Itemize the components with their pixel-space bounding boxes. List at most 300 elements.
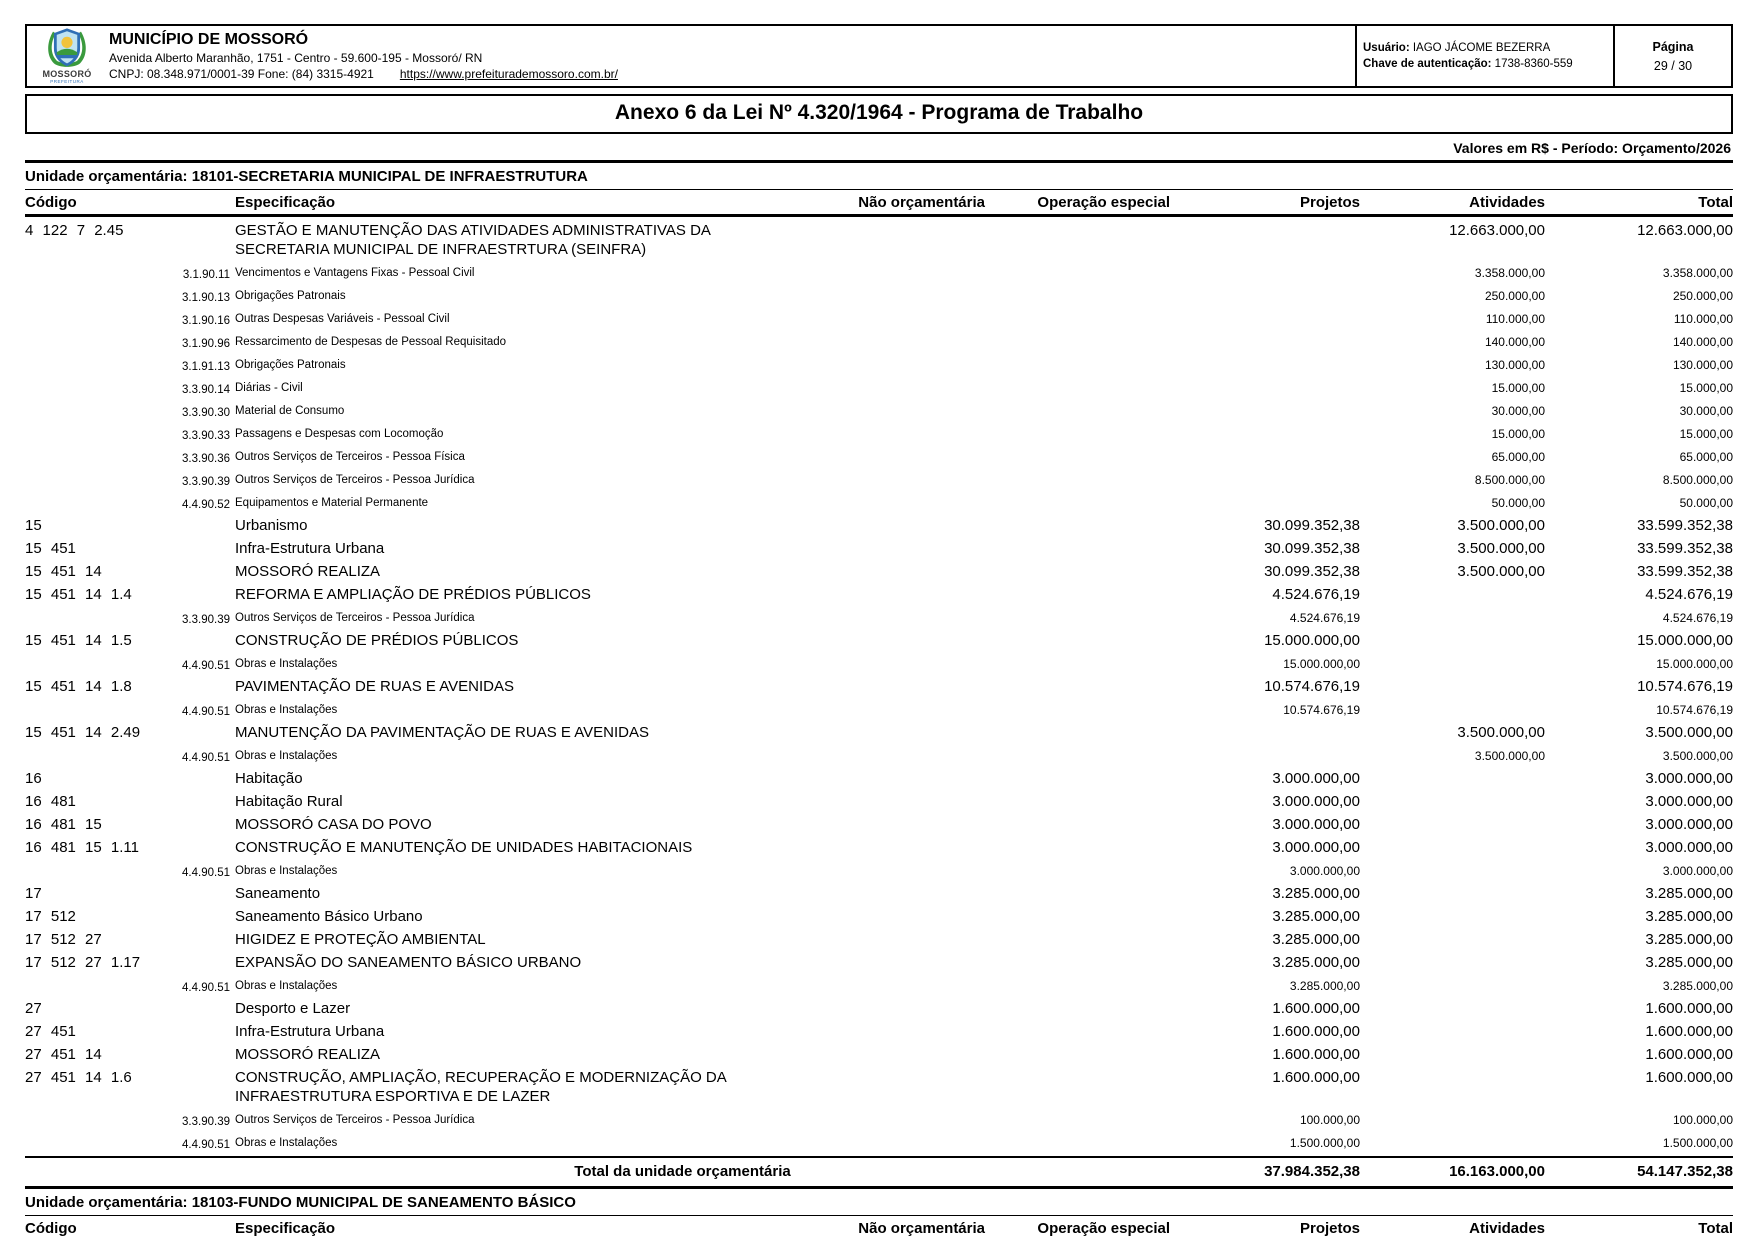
table-row: [25, 813, 1733, 836]
row-code: 15: [25, 517, 42, 534]
unit-total-label: Total da unidade orçamentária: [574, 1163, 791, 1180]
row-operacao-especial: [985, 585, 1170, 604]
row-operacao-especial: [985, 358, 1170, 372]
row-code: 17: [25, 885, 42, 902]
row-total: 140.000,00: [1672, 334, 1733, 349]
row-projetos: [1170, 312, 1360, 326]
row-code: 16: [25, 770, 42, 787]
page-label: Página: [1652, 39, 1694, 54]
table-row: [25, 859, 1733, 882]
row-projetos: 3.285.000,00: [1272, 931, 1360, 948]
row-code: 15 451 14 1.8: [25, 678, 132, 695]
row-code: 15 451 14 1.5: [25, 632, 132, 649]
row-nao-orcamentaria: [810, 930, 985, 949]
row-projetos: [1170, 266, 1360, 280]
row-atividades: 65.000,00: [1491, 449, 1545, 464]
row-atividades: [1360, 1022, 1545, 1041]
column-header: Operação especial: [1037, 194, 1170, 211]
row-operacao-especial: [985, 266, 1170, 280]
row-atividades: 3.500.000,00: [1457, 540, 1545, 557]
row-total: 3.285.000,00: [1645, 885, 1733, 902]
table-row: [25, 307, 1733, 330]
user-value: IAGO JÁCOME BEZERRA: [1412, 42, 1551, 54]
row-specification: Saneamento Básico Urbano: [235, 908, 423, 925]
row-atividades: 30.000,00: [1491, 403, 1545, 418]
row-code: 16 481: [25, 793, 76, 810]
row-operacao-especial: [985, 953, 1170, 972]
row-nao-orcamentaria: [810, 999, 985, 1018]
row-specification: Obras e Instalações: [235, 1136, 338, 1149]
row-operacao-especial: [985, 769, 1170, 788]
row-specification: Vencimentos e Vantagens Fixas - Pessoal Civil: [235, 266, 475, 279]
row-atividades: 8.500.000,00: [1474, 472, 1545, 487]
row-code: 15 451 14: [25, 563, 102, 580]
row-total: 3.000.000,00: [1645, 793, 1733, 810]
row-specification: REFORMA E AMPLIAÇÃO DE PRÉDIOS PÚBLICOS: [235, 586, 591, 603]
row-nao-orcamentaria: [810, 381, 985, 395]
table-row: [25, 468, 1733, 491]
row-specification: MOSSORÓ CASA DO POVO: [235, 816, 432, 833]
row-operacao-especial: [985, 631, 1170, 650]
row-atividades: 3.500.000,00: [1457, 517, 1545, 534]
row-total: 33.599.352,38: [1637, 517, 1733, 534]
row-projetos: 15.000.000,00: [1264, 632, 1360, 649]
row-nao-orcamentaria: [810, 1136, 985, 1150]
row-projetos: [1170, 473, 1360, 487]
row-code: 3.3.90.33: [182, 429, 230, 442]
row-projetos: 100.000,00: [1299, 1112, 1360, 1127]
row-nao-orcamentaria: [810, 427, 985, 441]
row-atividades: [1360, 792, 1545, 811]
org-cnpj-line: [109, 67, 618, 81]
row-total: 12.663.000,00: [1637, 222, 1733, 239]
table-row: [25, 744, 1733, 767]
row-specification: MOSSORÓ REALIZA: [235, 563, 381, 580]
row-projetos: [1170, 335, 1360, 349]
row-total: 4.524.676,19: [1662, 610, 1733, 625]
row-specification: Passagens e Despesas com Locomoção: [235, 427, 444, 440]
row-projetos: 10.574.676,19: [1283, 702, 1360, 717]
row-atividades: [1360, 611, 1545, 625]
row-total: 3.285.000,00: [1645, 954, 1733, 971]
row-atividades: [1360, 815, 1545, 834]
row-nao-orcamentaria: [810, 404, 985, 418]
column-header: Especificação: [235, 194, 336, 211]
row-operacao-especial: [985, 677, 1170, 696]
row-projetos: 15.000.000,00: [1283, 656, 1360, 671]
column-header: Não orçamentária: [858, 1220, 985, 1237]
row-specification: Obras e Instalações: [235, 749, 338, 762]
table-row: [25, 376, 1733, 399]
report-header: [25, 24, 1733, 88]
row-total: 3.500.000,00: [1645, 724, 1733, 741]
row-operacao-especial: [985, 381, 1170, 395]
row-code: 3.3.90.39: [182, 1115, 230, 1128]
row-atividades: [1360, 930, 1545, 949]
row-code: 4.4.90.51: [182, 981, 230, 994]
row-specification: CONSTRUÇÃO DE PRÉDIOS PÚBLICOS: [235, 632, 519, 649]
row-nao-orcamentaria: [810, 585, 985, 604]
row-projetos: 4.524.676,19: [1272, 586, 1360, 603]
unit-total-atividades: 16.163.000,00: [1449, 1163, 1545, 1180]
row-atividades: [1360, 953, 1545, 972]
row-atividades: 110.000,00: [1485, 311, 1545, 326]
table-row: [25, 1043, 1733, 1066]
row-specification: Saneamento: [235, 885, 321, 902]
column-header: Atividades: [1469, 1220, 1545, 1237]
table-row: [25, 721, 1733, 744]
row-atividades: 15.000,00: [1491, 426, 1545, 441]
row-projetos: [1170, 358, 1360, 372]
row-total: 130.000,00: [1672, 357, 1733, 372]
row-specification: HIGIDEZ E PROTEÇÃO AMBIENTAL: [235, 931, 486, 948]
row-projetos: [1170, 404, 1360, 418]
row-specification: Infra-Estrutura Urbana: [235, 1023, 385, 1040]
table-row: [25, 261, 1733, 284]
org-address: Avenida Alberto Maranhão, 1751 - Centro - 59.600-195 - Mossoró/ RN: [109, 51, 483, 65]
table-row: [25, 514, 1733, 537]
row-specification: MANUTENÇÃO DA PAVIMENTAÇÃO DE RUAS E AVENIDAS: [235, 724, 649, 741]
row-total: 15.000,00: [1679, 380, 1733, 395]
section-label: Unidade orçamentária: 18101-SECRETARIA MUNICIPAL DE INFRAESTRUTURA: [25, 163, 1733, 190]
row-atividades: [1360, 884, 1545, 903]
row-code: 3.1.91.13: [182, 360, 230, 373]
budget-section: [25, 163, 1733, 1189]
row-total: 3.000.000,00: [1662, 863, 1733, 878]
row-operacao-especial: [985, 838, 1170, 857]
row-total: 1.600.000,00: [1645, 1046, 1733, 1063]
row-projetos: [1170, 381, 1360, 395]
row-specification: Outros Serviços de Terceiros - Pessoa Jurídica: [235, 473, 475, 486]
table-row: [25, 997, 1733, 1020]
row-specification: Outros Serviços de Terceiros - Pessoa Física: [235, 450, 465, 463]
row-specification: Outros Serviços de Terceiros - Pessoa Jurídica: [235, 1113, 475, 1126]
table-row: [25, 445, 1733, 468]
row-specification: Outros Serviços de Terceiros - Pessoa Jurídica: [235, 611, 475, 624]
org-name: MUNICÍPIO DE MOSSORÓ: [109, 31, 309, 48]
row-total: 3.285.000,00: [1662, 978, 1733, 993]
table-row: [25, 675, 1733, 698]
column-header: Projetos: [1299, 194, 1360, 211]
row-projetos: [1170, 496, 1360, 510]
row-projetos: 1.500.000,00: [1289, 1135, 1360, 1150]
row-operacao-especial: [985, 1113, 1170, 1127]
row-specification: CONSTRUÇÃO, AMPLIAÇÃO, RECUPERAÇÃO E MODERNIZAÇÃO DA INFRAESTRUTURA ESPORTIVA E DE LAZER: [235, 1069, 726, 1105]
row-operacao-especial: [985, 1045, 1170, 1064]
org-cnpj-phone: CNPJ: 08.348.971/0001-39 Fone: (84) 3315-4921: [109, 67, 374, 81]
row-projetos: [1170, 427, 1360, 441]
table-row: [25, 606, 1733, 629]
row-code: 17 512 27 1.17: [25, 954, 141, 971]
row-code: 4 122 7 2.45: [25, 222, 124, 239]
row-projetos: 30.099.352,38: [1264, 540, 1360, 557]
row-atividades: [1360, 907, 1545, 926]
row-code: 16 481 15 1.11: [25, 839, 139, 856]
row-nao-orcamentaria: [810, 450, 985, 464]
table-row: [25, 1020, 1733, 1043]
table-row: [25, 537, 1733, 560]
row-specification: Diárias - Civil: [235, 381, 303, 394]
row-code: 3.1.90.11: [182, 268, 230, 281]
row-projetos: 1.600.000,00: [1272, 1023, 1360, 1040]
row-nao-orcamentaria: [810, 1113, 985, 1127]
row-nao-orcamentaria: [810, 266, 985, 280]
row-atividades: 50.000,00: [1491, 495, 1545, 510]
row-nao-orcamentaria: [810, 953, 985, 972]
auth-label: Chave de autenticação:: [1363, 58, 1492, 70]
row-nao-orcamentaria: [810, 838, 985, 857]
row-nao-orcamentaria: [810, 792, 985, 811]
row-total: 4.524.676,19: [1645, 586, 1733, 603]
table-row: [25, 928, 1733, 951]
row-total: 15.000.000,00: [1637, 632, 1733, 649]
row-total: 15.000,00: [1679, 426, 1733, 441]
column-header: Operação especial: [1037, 1220, 1170, 1237]
row-operacao-especial: [985, 703, 1170, 717]
row-specification: Obrigações Patronais: [235, 358, 346, 371]
row-projetos: 3.000.000,00: [1272, 816, 1360, 833]
row-operacao-especial: [985, 473, 1170, 487]
row-code: 4.4.90.51: [182, 751, 230, 764]
row-code: 3.1.90.16: [182, 314, 230, 327]
user-label: Usuário:: [1363, 42, 1410, 54]
logo-subtitle: PREFEITURA: [50, 79, 84, 85]
row-nao-orcamentaria: [810, 1045, 985, 1064]
row-code: 15 451 14 2.49: [25, 724, 141, 741]
row-nao-orcamentaria: [810, 611, 985, 625]
row-operacao-especial: [985, 792, 1170, 811]
row-total: 110.000,00: [1673, 311, 1733, 326]
row-nao-orcamentaria: [810, 221, 985, 259]
row-code: 27: [25, 1000, 42, 1017]
table-row: [25, 698, 1733, 721]
row-projetos: [1170, 221, 1360, 259]
table-row: [25, 767, 1733, 790]
row-code: 3.1.90.96: [182, 337, 230, 350]
column-header: Atividades: [1469, 194, 1545, 211]
row-total: 250.000,00: [1672, 288, 1733, 303]
table-row: [25, 399, 1733, 422]
row-nao-orcamentaria: [810, 749, 985, 763]
table-row: [25, 629, 1733, 652]
table-row: [25, 284, 1733, 307]
row-code: 27 451: [25, 1023, 76, 1040]
row-total: 3.358.000,00: [1662, 265, 1733, 280]
row-atividades: 3.358.000,00: [1474, 265, 1545, 280]
row-nao-orcamentaria: [810, 539, 985, 558]
row-operacao-especial: [985, 496, 1170, 510]
org-website-link[interactable]: https://www.prefeiturademossoro.com.br/: [399, 67, 618, 81]
row-total: 100.000,00: [1672, 1112, 1733, 1127]
section-label: Unidade orçamentária: 18103-FUNDO MUNICIPAL DE SANEAMENTO BÁSICO: [25, 1189, 1733, 1216]
row-projetos: 3.285.000,00: [1272, 954, 1360, 971]
row-total: 33.599.352,38: [1637, 540, 1733, 557]
column-header: Não orçamentária: [858, 194, 985, 211]
row-code: 27 451 14: [25, 1046, 102, 1063]
row-operacao-especial: [985, 450, 1170, 464]
table-row: [25, 905, 1733, 928]
row-code: 27 451 14 1.6: [25, 1069, 132, 1086]
row-atividades: [1360, 1068, 1545, 1106]
row-specification: MOSSORÓ REALIZA: [235, 1046, 381, 1063]
row-code: 4.4.90.51: [182, 866, 230, 879]
row-code: 3.3.90.30: [182, 406, 230, 419]
row-atividades: 12.663.000,00: [1449, 222, 1545, 239]
row-code: 15 451: [25, 540, 76, 557]
row-operacao-especial: [985, 516, 1170, 535]
row-specification: Outras Despesas Variáveis - Pessoal Civil: [235, 312, 450, 325]
row-total: 1.500.000,00: [1662, 1135, 1733, 1150]
row-atividades: [1360, 979, 1545, 993]
user-info-box: [1355, 26, 1613, 86]
user-row: [1363, 42, 1607, 54]
org-info: [109, 31, 618, 81]
table-row: [25, 330, 1733, 353]
mossoro-logo: [35, 27, 99, 85]
period-line: Valores em R$ - Período: Orçamento/2026: [25, 134, 1733, 163]
row-atividades: [1360, 1045, 1545, 1064]
row-code: 4.4.90.51: [182, 705, 230, 718]
row-operacao-especial: [985, 335, 1170, 349]
row-nao-orcamentaria: [810, 335, 985, 349]
row-projetos: 30.099.352,38: [1264, 563, 1360, 580]
row-atividades: [1360, 864, 1545, 878]
row-operacao-especial: [985, 979, 1170, 993]
column-header: Código: [25, 194, 77, 211]
row-operacao-especial: [985, 312, 1170, 326]
unit-total-total: 54.147.352,38: [1637, 1163, 1733, 1180]
row-projetos: 4.524.676,19: [1289, 610, 1360, 625]
row-projetos: [1170, 289, 1360, 303]
row-operacao-especial: [985, 907, 1170, 926]
report-title: Anexo 6 da Lei Nº 4.320/1964 - Programa de Trabalho: [25, 94, 1733, 134]
row-atividades: 3.500.000,00: [1457, 563, 1545, 580]
row-atividades: [1360, 1113, 1545, 1127]
row-code: 17 512: [25, 908, 76, 925]
row-code: 4.4.90.52: [182, 498, 230, 511]
row-atividades: 15.000,00: [1491, 380, 1545, 395]
row-operacao-especial: [985, 562, 1170, 581]
table-row: [25, 652, 1733, 675]
row-specification: Infra-Estrutura Urbana: [235, 540, 385, 557]
row-projetos: 3.285.000,00: [1272, 885, 1360, 902]
row-nao-orcamentaria: [810, 473, 985, 487]
table-row: [25, 1066, 1733, 1108]
row-operacao-especial: [985, 539, 1170, 558]
row-nao-orcamentaria: [810, 815, 985, 834]
column-header: Total: [1698, 1220, 1733, 1237]
row-specification: Ressarcimento de Despesas de Pessoal Requisitado: [235, 335, 507, 348]
row-projetos: 1.600.000,00: [1272, 1069, 1360, 1086]
row-specification: GESTÃO E MANUTENÇÃO DAS ATIVIDADES ADMINISTRATIVAS DA SECRETARIA MUNICIPAL DE INFRAESTRTURA (SEINFRA): [235, 222, 711, 258]
table-row: [25, 353, 1733, 376]
table-row: [25, 1131, 1733, 1154]
row-operacao-especial: [985, 723, 1170, 742]
row-operacao-especial: [985, 930, 1170, 949]
row-projetos: [1170, 723, 1360, 742]
row-atividades: 140.000,00: [1484, 334, 1545, 349]
row-operacao-especial: [985, 815, 1170, 834]
unit-total-projetos: 37.984.352,38: [1264, 1163, 1360, 1180]
row-nao-orcamentaria: [810, 289, 985, 303]
row-nao-orcamentaria: [810, 562, 985, 581]
row-total: 3.000.000,00: [1645, 770, 1733, 787]
row-total: 1.600.000,00: [1645, 1069, 1733, 1086]
page-number-box: [1613, 26, 1731, 86]
row-nao-orcamentaria: [810, 723, 985, 742]
table-row: [25, 583, 1733, 606]
row-atividades: [1360, 769, 1545, 788]
row-total: 10.574.676,19: [1637, 678, 1733, 695]
row-total: 1.600.000,00: [1645, 1023, 1733, 1040]
auth-row: [1363, 58, 1607, 70]
row-total: 33.599.352,38: [1637, 563, 1733, 580]
row-code: 3.1.90.13: [182, 291, 230, 304]
column-header: Projetos: [1299, 1220, 1360, 1237]
row-nao-orcamentaria: [810, 703, 985, 717]
table-row: [25, 491, 1733, 514]
row-projetos: 3.000.000,00: [1272, 839, 1360, 856]
row-nao-orcamentaria: [810, 864, 985, 878]
budget-section: [25, 1189, 1733, 1240]
row-operacao-especial: [985, 999, 1170, 1018]
row-nao-orcamentaria: [810, 496, 985, 510]
row-projetos: [1170, 450, 1360, 464]
table-row: [25, 422, 1733, 445]
row-code: 3.3.90.36: [182, 452, 230, 465]
row-nao-orcamentaria: [810, 884, 985, 903]
row-projetos: 3.000.000,00: [1289, 863, 1360, 878]
table-row: [25, 1108, 1733, 1131]
row-total: 8.500.000,00: [1662, 472, 1733, 487]
row-specification: Equipamentos e Material Permanente: [235, 496, 429, 509]
budget-sections: [25, 163, 1733, 1240]
row-total: 50.000,00: [1679, 495, 1733, 510]
row-total: 3.000.000,00: [1645, 816, 1733, 833]
row-operacao-especial: [985, 1068, 1170, 1106]
table-row: [25, 882, 1733, 905]
row-nao-orcamentaria: [810, 1068, 985, 1106]
row-operacao-especial: [985, 427, 1170, 441]
row-atividades: [1360, 838, 1545, 857]
org-block: [27, 26, 1355, 86]
row-operacao-especial: [985, 884, 1170, 903]
auth-value: 1738-8360-559: [1494, 58, 1573, 70]
row-specification: Obras e Instalações: [235, 703, 338, 716]
row-specification: Obras e Instalações: [235, 657, 338, 670]
row-nao-orcamentaria: [810, 1022, 985, 1041]
row-projetos: 30.099.352,38: [1264, 517, 1360, 534]
row-code: 16 481 15: [25, 816, 102, 833]
row-nao-orcamentaria: [810, 312, 985, 326]
row-code: 17 512 27: [25, 931, 102, 948]
row-operacao-especial: [985, 864, 1170, 878]
row-specification: Material de Consumo: [235, 404, 345, 417]
table-row: [25, 790, 1733, 813]
table-row: [25, 974, 1733, 997]
row-specification: Obrigações Patronais: [235, 289, 346, 302]
row-atividades: 130.000,00: [1484, 357, 1545, 372]
row-total: 3.285.000,00: [1645, 931, 1733, 948]
column-header: Especificação: [235, 1220, 336, 1237]
row-nao-orcamentaria: [810, 657, 985, 671]
row-projetos: [1170, 749, 1360, 763]
row-atividades: [1360, 657, 1545, 671]
table-row: [25, 836, 1733, 859]
row-code: 3.3.90.14: [182, 383, 230, 396]
row-atividades: [1360, 631, 1545, 650]
row-code: 3.3.90.39: [182, 613, 230, 626]
